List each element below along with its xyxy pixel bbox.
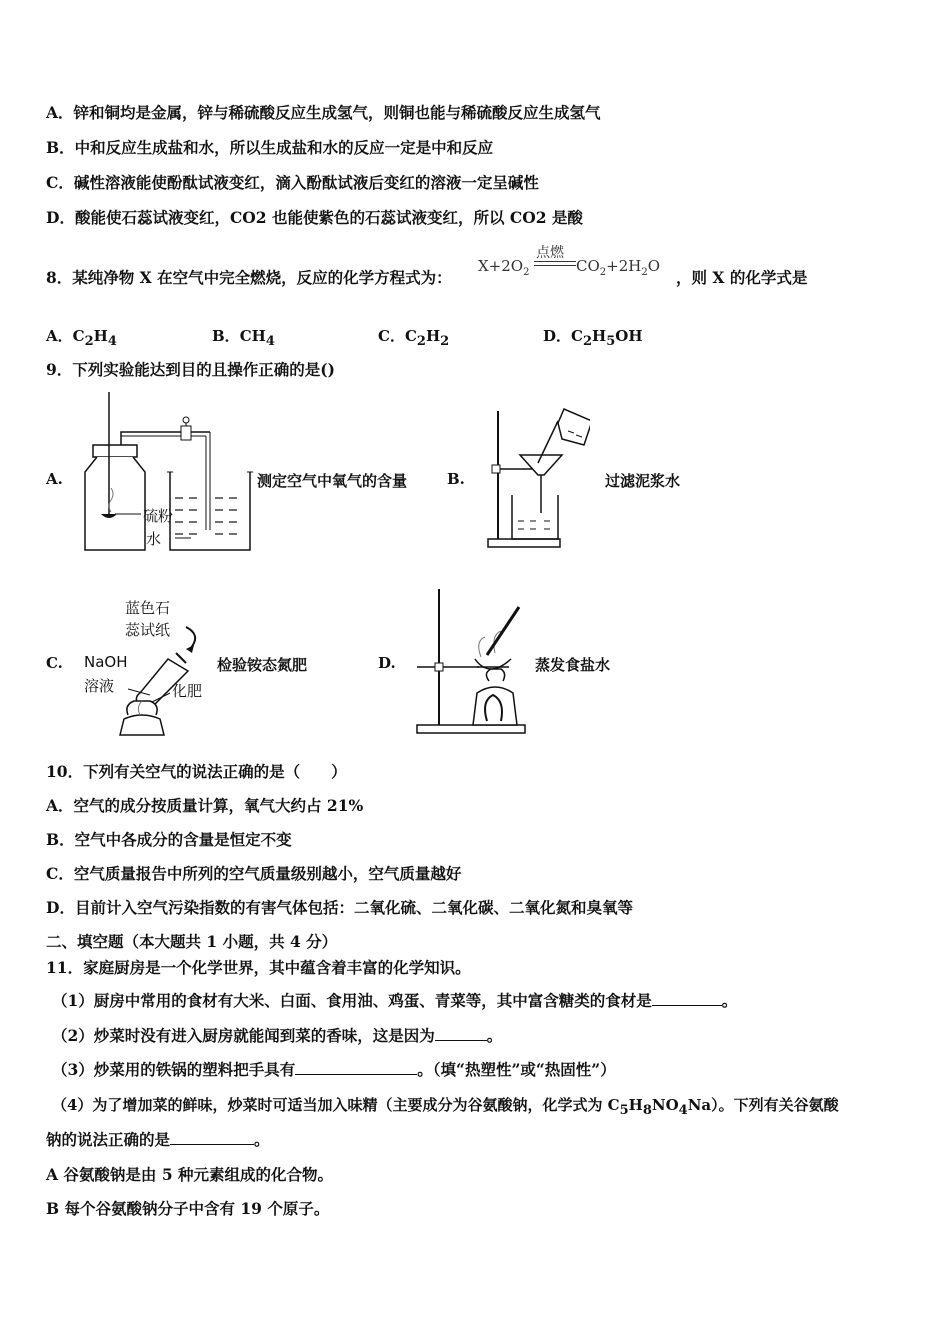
eq-left-sub: 2 bbox=[523, 267, 530, 278]
q11-part2-end: 。 bbox=[486, 1026, 503, 1045]
q9-c-label-paper2: 蕊试纸 bbox=[125, 621, 171, 639]
q11-part4-f: NO bbox=[651, 1096, 679, 1114]
q9-d-caption: 蒸发食盐水 bbox=[535, 656, 611, 674]
eq-line-bottom bbox=[534, 265, 576, 266]
eq-right-h: +2H bbox=[606, 257, 642, 275]
q11-part1-text: （1）厨房中常用的食材有大米、白面、食用油、鸡蛋、青菜等，其中富含糖类的食材是 bbox=[52, 991, 652, 1010]
opt-s: 4 bbox=[107, 334, 117, 349]
q11-stem: 11．家庭厨房是一个化学世界，其中蕴含着丰富的化学知识。 bbox=[46, 958, 471, 977]
q7-option-b: B．中和反应生成盐和水，所以生成盐和水的反应一定是中和反应 bbox=[46, 138, 494, 157]
eq-line-top bbox=[534, 261, 576, 262]
q9-c-figure bbox=[110, 615, 210, 740]
q8-option-b bbox=[212, 326, 275, 352]
q9-b-caption: 过滤泥浆水 bbox=[605, 472, 681, 490]
q11-part4-sub: 4 bbox=[678, 1103, 688, 1118]
opt-s: 4 bbox=[265, 334, 275, 349]
q11-part4-sub: 8 bbox=[642, 1103, 652, 1118]
opt-letter: B． bbox=[212, 327, 240, 345]
q9-stem: 9．下列实验能达到目的且操作正确的是() bbox=[46, 360, 335, 379]
opt-f: H bbox=[425, 327, 441, 345]
q9-a-label-sulfur: 硫粉 bbox=[143, 507, 174, 525]
eq-right-co: CO bbox=[576, 257, 600, 275]
q9-a-caption: 测定空气中氧气的含量 bbox=[257, 472, 408, 490]
q11-part3-text: （3）炒菜用的铁锅的塑料把手具有 bbox=[52, 1060, 296, 1079]
eq-left bbox=[478, 257, 529, 278]
opt-f: H bbox=[592, 327, 607, 345]
q10-option-d: D．目前计入空气污染指数的有害气体包括：二氧化硫、二氧化碳、二氧化氮和臭氧等 bbox=[46, 898, 633, 917]
opt-s: 2 bbox=[582, 334, 593, 349]
q11-part1-end: 。 bbox=[721, 991, 738, 1010]
eq-condition: 点燃 bbox=[536, 245, 564, 261]
q9-b-letter: B. bbox=[447, 470, 465, 488]
opt-s: 5 bbox=[606, 334, 616, 349]
q9-c-letter: C. bbox=[46, 654, 63, 672]
q9-a-letter: A. bbox=[46, 470, 63, 488]
eq-right-sub2: 2 bbox=[641, 267, 648, 278]
q11-part3-end: 。（填“热塑性”或“热固性”） bbox=[417, 1060, 616, 1079]
q11-part2 bbox=[52, 1026, 502, 1046]
opt-s: 2 bbox=[84, 334, 94, 349]
q8-equation bbox=[478, 242, 668, 282]
q8-stem-b: ，则 X 的化学式是 bbox=[676, 268, 808, 287]
opt-f: C bbox=[404, 327, 417, 345]
q9-c-caption: 检验铵态氮肥 bbox=[217, 656, 308, 674]
q11-part4-blank[interactable] bbox=[170, 1130, 254, 1145]
q10-stem: 10．下列有关空气的说法正确的是（ ） bbox=[46, 762, 347, 781]
q7-option-c: C．碱性溶液能使酚酞试液变红，滴入酚酞试液后变红的溶液一定呈碱性 bbox=[46, 173, 539, 192]
section2-title: 二、填空题（本大题共 1 小题，共 4 分） bbox=[46, 932, 338, 951]
q8-stem-a: 8．某纯净物 X 在空气中完全燃烧，反应的化学方程式为： bbox=[46, 268, 452, 287]
q9-c-label-naoh: NaOH bbox=[84, 653, 128, 671]
q11-part4-line2-end: 。 bbox=[254, 1130, 270, 1149]
opt-f: C bbox=[571, 327, 583, 345]
eq-right-sub1: 2 bbox=[599, 267, 607, 278]
eq-right-o: O bbox=[647, 257, 661, 275]
q11-part4-text: （4）为了增加菜的鲜味，炒菜时可适当加入味精（主要成分为谷氨酸钠，化学式为 C bbox=[52, 1096, 620, 1114]
q8-option-d bbox=[543, 326, 643, 352]
opt-s: 2 bbox=[416, 334, 426, 349]
q11-part4-line2-text: 钠的说法正确的是 bbox=[46, 1130, 171, 1149]
q11-part4-f: Na）。下列有关谷氨酸 bbox=[687, 1096, 839, 1114]
eq-right bbox=[576, 257, 660, 278]
q11-part3 bbox=[52, 1060, 616, 1080]
q11-part4-f: H bbox=[628, 1096, 643, 1114]
q11-part4-sub: 5 bbox=[619, 1103, 629, 1118]
q10-option-a: A．空气的成分按质量计算，氧气大约占 21% bbox=[46, 796, 364, 815]
q8-option-a bbox=[46, 326, 117, 352]
q7-option-a: A．锌和铜均是金属，锌与稀硫酸反应生成氢气，则铜也能与稀硫酸反应生成氢气 bbox=[46, 103, 601, 122]
q11-part2-blank[interactable] bbox=[435, 1026, 487, 1041]
q11-part2-text: （2）炒菜时没有进入厨房就能闻到菜的香味，这是因为 bbox=[52, 1026, 435, 1045]
q10-option-c: C．空气质量报告中所列的空气质量级别越小，空气质量越好 bbox=[46, 864, 462, 883]
q9-b-figure bbox=[480, 403, 590, 551]
eq-left-text: X+2O bbox=[478, 257, 524, 275]
q9-d-letter: D. bbox=[378, 654, 396, 672]
q11-part1 bbox=[52, 991, 737, 1011]
q7-option-d: D．酸能使石蕊试液变红，CO2 也能使紫色的石蕊试液变红，所以 CO2 是酸 bbox=[46, 208, 583, 227]
q11-option-a: A 谷氨酸钠是由 5 种元素组成的化合物。 bbox=[46, 1165, 334, 1184]
opt-s: 2 bbox=[440, 334, 450, 349]
q11-option-b: B 每个谷氨酸钠分子中含有 19 个原子。 bbox=[46, 1199, 330, 1218]
q9-a-label-water: 水 bbox=[146, 530, 162, 548]
q11-part1-blank[interactable] bbox=[652, 991, 722, 1006]
opt-letter: D． bbox=[543, 327, 572, 345]
opt-f: OH bbox=[615, 327, 643, 345]
opt-f: H bbox=[93, 327, 108, 345]
q9-c-label-soln: 溶液 bbox=[84, 677, 115, 695]
opt-f: CH bbox=[239, 327, 266, 345]
opt-f: C bbox=[72, 327, 85, 345]
q11-part4-line1 bbox=[52, 1095, 839, 1121]
opt-letter: C． bbox=[378, 327, 405, 345]
q9-d-figure bbox=[415, 585, 530, 737]
q11-part4-line2 bbox=[46, 1130, 270, 1150]
q10-option-b: B．空气中各成分的含量是恒定不变 bbox=[46, 830, 292, 849]
q9-a-figure bbox=[75, 390, 255, 555]
q9-c-label-paper1: 蓝色石 bbox=[125, 599, 171, 617]
q8-option-c bbox=[378, 326, 449, 352]
q11-part3-blank[interactable] bbox=[295, 1060, 417, 1075]
opt-letter: A． bbox=[46, 327, 73, 345]
q9-c-label-fert: 化肥 bbox=[172, 682, 203, 700]
